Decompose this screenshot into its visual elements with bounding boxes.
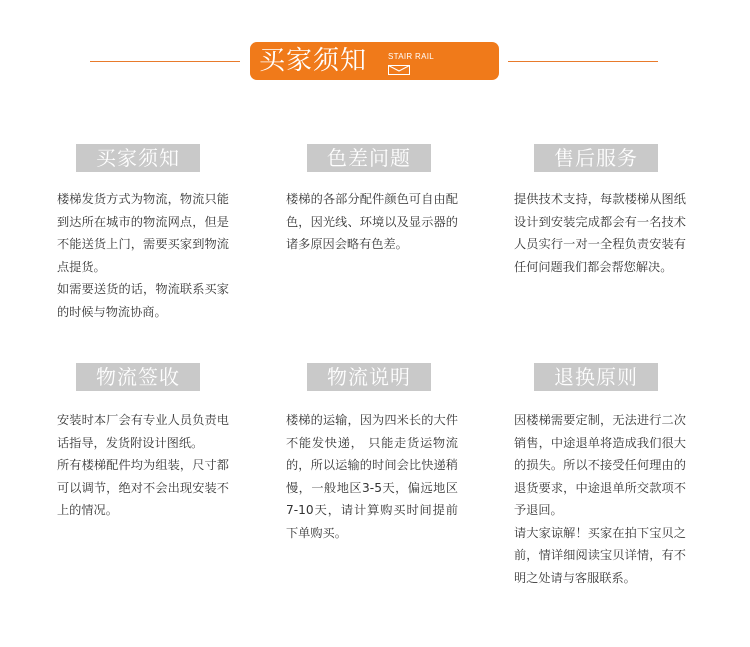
page-title: 买家须知 xyxy=(259,46,368,76)
header-banner xyxy=(250,42,499,80)
card-text-buyer-notice: 楼梯发货方式为物流，物流只能到达所在城市的物流网点，但是不能送货上门，需要买家到物流点提货。 如需要送货的话，物流联系买家的时候与物流协商。 xyxy=(57,192,229,319)
card-title-logistics-info: 物流说明 xyxy=(307,363,431,391)
header-divider-left xyxy=(90,61,240,62)
card-text-after-sales: 提供技术支持，每款楼梯从图纸设计到安装完成都会有一名技术人员实行一对一全程负责安装有任何问题我们都会帮您解决。 xyxy=(514,192,686,274)
card-text-color-difference: 楼梯的各部分配件颜色可自由配色，因光线、环境以及显示器的诸多原因会略有色差。 xyxy=(286,192,458,251)
card-title-buyer-notice: 买家须知 xyxy=(76,144,200,172)
card-title-return-policy: 退换原则 xyxy=(534,363,658,391)
envelope-icon xyxy=(388,65,410,75)
card-title-color-difference: 色差问题 xyxy=(307,144,431,172)
card-text-logistics-receipt: 安装时本厂会有专业人员负责电话指导，发货附设计图纸。 所有楼梯配件均为组装，尺寸都可以调节，绝对不会出现安装不上的情况。 xyxy=(57,413,229,517)
page-subtitle: STAIR RAIL xyxy=(388,52,434,61)
card-text-logistics-info: 楼梯的运输，因为四米长的大件不能发快递， 只能走货运物流的，所以运输的时间会比快递稍慢，一般地区3-5天，偏远地区7-10天，请计算购买时间提前下单购买。 xyxy=(286,413,458,540)
card-title-logistics-receipt: 物流签收 xyxy=(76,363,200,391)
card-text-return-policy: 因楼梯需要定制，无法进行二次销售，中途退单将造成我们很大的损失。所以不接受任何理由的退货要求，中途退单所交款项不予退回。 请大家谅解！买家在拍下宝贝之前，情详细阅读宝贝详情，有不明之处请与客服联系。 xyxy=(514,413,686,585)
header-divider-right xyxy=(508,61,658,62)
card-title-after-sales: 售后服务 xyxy=(534,144,658,172)
